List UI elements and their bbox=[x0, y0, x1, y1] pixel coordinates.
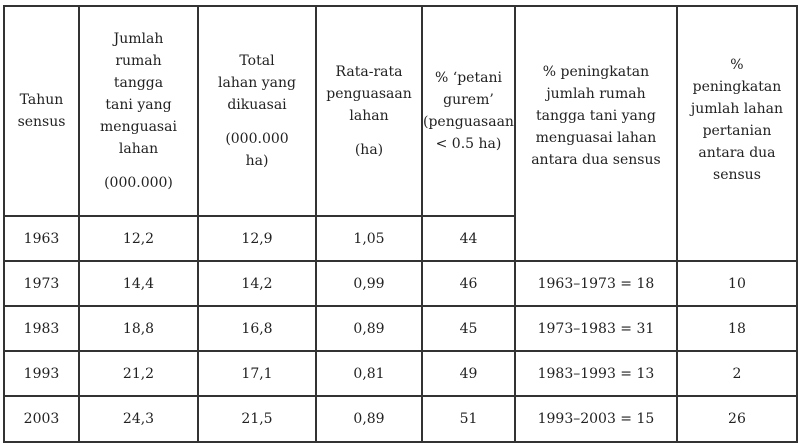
header-row bbox=[4, 6, 797, 216]
header-year bbox=[4, 6, 79, 216]
cell-petani: 46 bbox=[422, 261, 515, 306]
header-line: Total bbox=[239, 53, 275, 69]
cell-petani: 51 bbox=[422, 396, 515, 442]
cell-land-increase: 26 bbox=[677, 396, 797, 442]
header-unit: (000.000 bbox=[225, 131, 289, 147]
cell-land: 21,5 bbox=[198, 396, 316, 442]
census-table bbox=[3, 5, 798, 443]
header-line: peningkatan bbox=[692, 78, 782, 95]
cell-hh-increase: 1993–2003 = 15 bbox=[515, 396, 677, 442]
header-line: jumlah rumah bbox=[546, 85, 646, 102]
header-line: tangga bbox=[113, 75, 164, 91]
header-line: penguasaan bbox=[326, 86, 412, 102]
header-line: tangga tani yang bbox=[536, 107, 656, 124]
cell-avg: 0,99 bbox=[316, 261, 422, 306]
table-row bbox=[4, 261, 797, 306]
table-row bbox=[4, 396, 797, 442]
header-line: lahan bbox=[118, 141, 159, 157]
cell-avg: 0,89 bbox=[316, 396, 422, 442]
header-petani bbox=[422, 6, 515, 216]
cell-land: 17,1 bbox=[198, 351, 316, 396]
cell-petani: 49 bbox=[422, 351, 515, 396]
cell-petani: 45 bbox=[422, 306, 515, 351]
header-line: < 0.5 ha) bbox=[435, 136, 502, 152]
cell-year: 1983 bbox=[4, 306, 79, 351]
header-line: Jumlah bbox=[113, 31, 164, 47]
header-line: % bbox=[730, 56, 744, 73]
cell-avg: 0,89 bbox=[316, 306, 422, 351]
cell-year: 2003 bbox=[4, 396, 79, 442]
cell-households: 24,3 bbox=[79, 396, 198, 442]
header-line: sensus bbox=[713, 166, 761, 183]
cell-year: 1993 bbox=[4, 351, 79, 396]
header-avg bbox=[316, 6, 422, 216]
header-unit: (000.000) bbox=[104, 175, 173, 191]
cell-hh-increase: 1963–1973 = 18 bbox=[515, 261, 677, 306]
header-line: antara dua bbox=[698, 144, 776, 161]
cell-land: 12,9 bbox=[198, 216, 316, 261]
header-line: % ‘petani bbox=[435, 70, 502, 86]
header-unit: (ha) bbox=[354, 142, 384, 158]
header-land-increase bbox=[677, 6, 797, 261]
header-line: % peningkatan bbox=[542, 63, 650, 80]
cell-avg: 0,81 bbox=[316, 351, 422, 396]
cell-year: 1963 bbox=[4, 216, 79, 261]
header-line: gurem’ bbox=[443, 92, 494, 108]
header-line: menguasai bbox=[100, 119, 177, 135]
header-line: lahan bbox=[349, 108, 389, 124]
cell-petani: 44 bbox=[422, 216, 515, 261]
cell-year: 1973 bbox=[4, 261, 79, 306]
header-line: antara dua sensus bbox=[531, 151, 661, 168]
header-line: jumlah lahan bbox=[690, 100, 784, 117]
header-line: Tahun bbox=[19, 92, 64, 108]
header-households bbox=[79, 6, 198, 216]
cell-hh-increase: 1983–1993 = 13 bbox=[515, 351, 677, 396]
cell-land: 14,2 bbox=[198, 261, 316, 306]
cell-land-increase: 2 bbox=[677, 351, 797, 396]
cell-avg: 1,05 bbox=[316, 216, 422, 261]
header-line: tani yang bbox=[105, 97, 172, 113]
cell-households: 12,2 bbox=[79, 216, 198, 261]
header-line: (penguasaan bbox=[423, 114, 514, 130]
header-line: Rata-rata bbox=[335, 64, 403, 80]
header-line: rumah bbox=[115, 53, 162, 69]
header-unit: ha) bbox=[245, 153, 269, 169]
header-line: pertanian bbox=[702, 122, 772, 139]
cell-hh-increase: 1973–1983 = 31 bbox=[515, 306, 677, 351]
header-hh-increase bbox=[515, 6, 677, 261]
cell-households: 14,4 bbox=[79, 261, 198, 306]
table-row bbox=[4, 351, 797, 396]
header-line: lahan yang bbox=[218, 75, 296, 91]
table-row bbox=[4, 306, 797, 351]
cell-households: 18,8 bbox=[79, 306, 198, 351]
cell-land-increase: 18 bbox=[677, 306, 797, 351]
header-line: menguasai lahan bbox=[535, 129, 657, 146]
cell-land-increase: 10 bbox=[677, 261, 797, 306]
header-land bbox=[198, 6, 316, 216]
cell-households: 21,2 bbox=[79, 351, 198, 396]
header-line: sensus bbox=[17, 114, 66, 130]
cell-land: 16,8 bbox=[198, 306, 316, 351]
header-line: dikuasai bbox=[227, 97, 287, 113]
